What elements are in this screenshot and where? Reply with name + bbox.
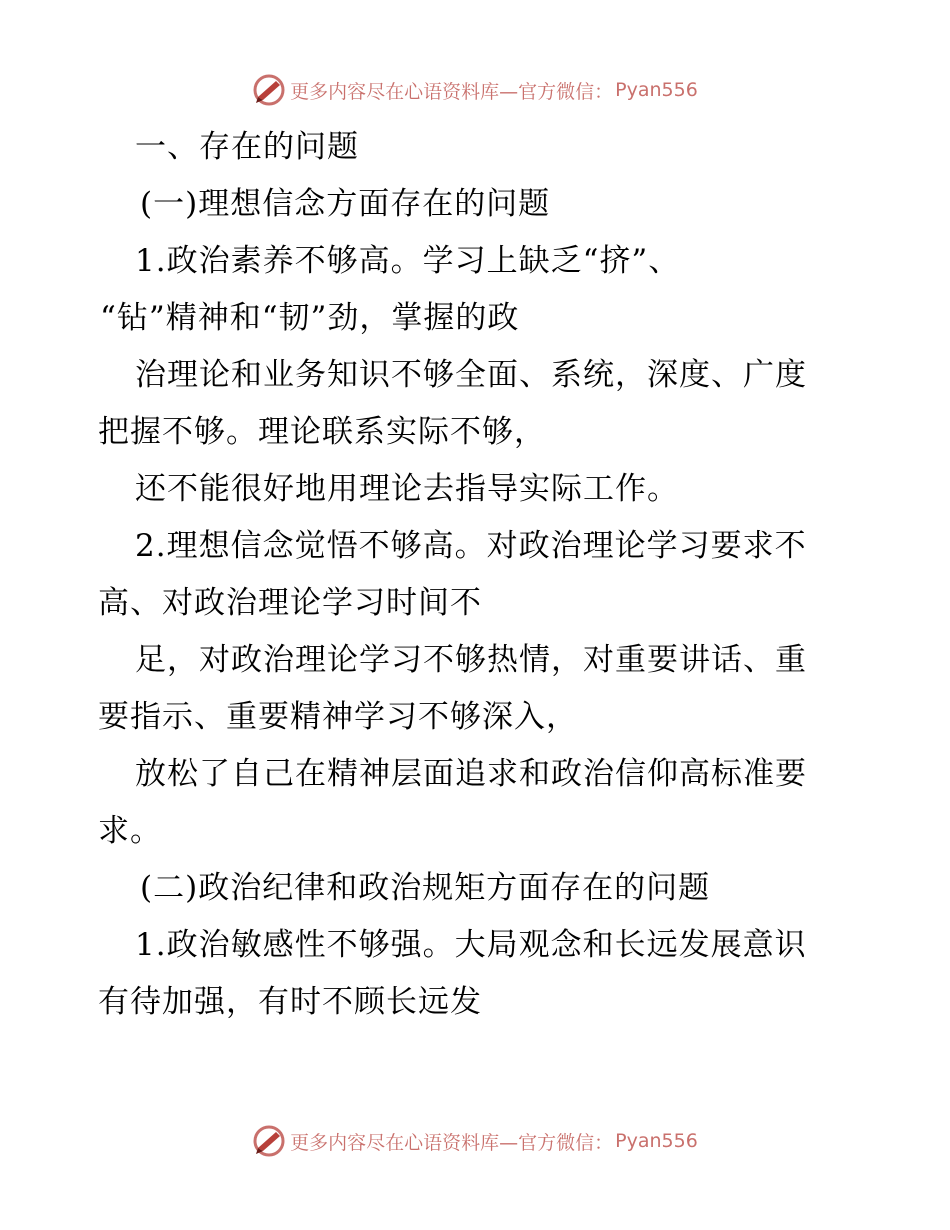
watermark-text: 更多内容尽在心语资料库—官方微信： [290,1131,614,1154]
pen-logo-icon [252,73,286,107]
header-watermark [0,73,950,107]
paragraph-line: 高、对政治理论学习时间不 [98,585,482,621]
paragraph-line: 放松了自己在精神层面追求和政治信仰高标准要 [135,756,807,792]
document-body [98,124,858,1036]
watermark-handle: Pyan556 [615,79,698,101]
paragraph-line: 求。 [98,813,162,849]
section-heading: 一、存在的问题 [135,129,359,165]
paragraph-line: “钻”精神和“韧”劲，掌握的政 [100,300,520,336]
footer-watermark [0,1124,950,1158]
paragraph-line: 还不能很好地用理论去指导实际工作。 [135,471,679,507]
paragraph-line: 1.政治素养不够高。学习上缺乏“挤”、 [135,243,681,279]
paragraph-line: 要指示、重要精神学习不够深入， [98,699,578,735]
watermark-handle: Pyan556 [615,1130,698,1152]
paragraph-line: 足，对政治理论学习不够热情，对重要讲话、重 [135,642,807,678]
paragraph-line: 2.理想信念觉悟不够高。对政治理论学习要求不 [135,528,807,564]
subsection-heading: (一)理想信念方面存在的问题 [140,186,551,222]
paragraph-line: 1.政治敏感性不够强。大局观念和长远发展意识 [135,927,807,963]
pen-logo-icon [252,1124,286,1158]
watermark-text: 更多内容尽在心语资料库—官方微信： [290,80,614,103]
paragraph-line: 治理论和业务知识不够全面、系统，深度、广度 [135,357,807,393]
paragraph-line: 把握不够。理论联系实际不够， [98,414,546,450]
paragraph-line: 有待加强，有时不顾长远发 [98,984,482,1020]
subsection-heading: (二)政治纪律和政治规矩方面存在的问题 [140,870,711,906]
